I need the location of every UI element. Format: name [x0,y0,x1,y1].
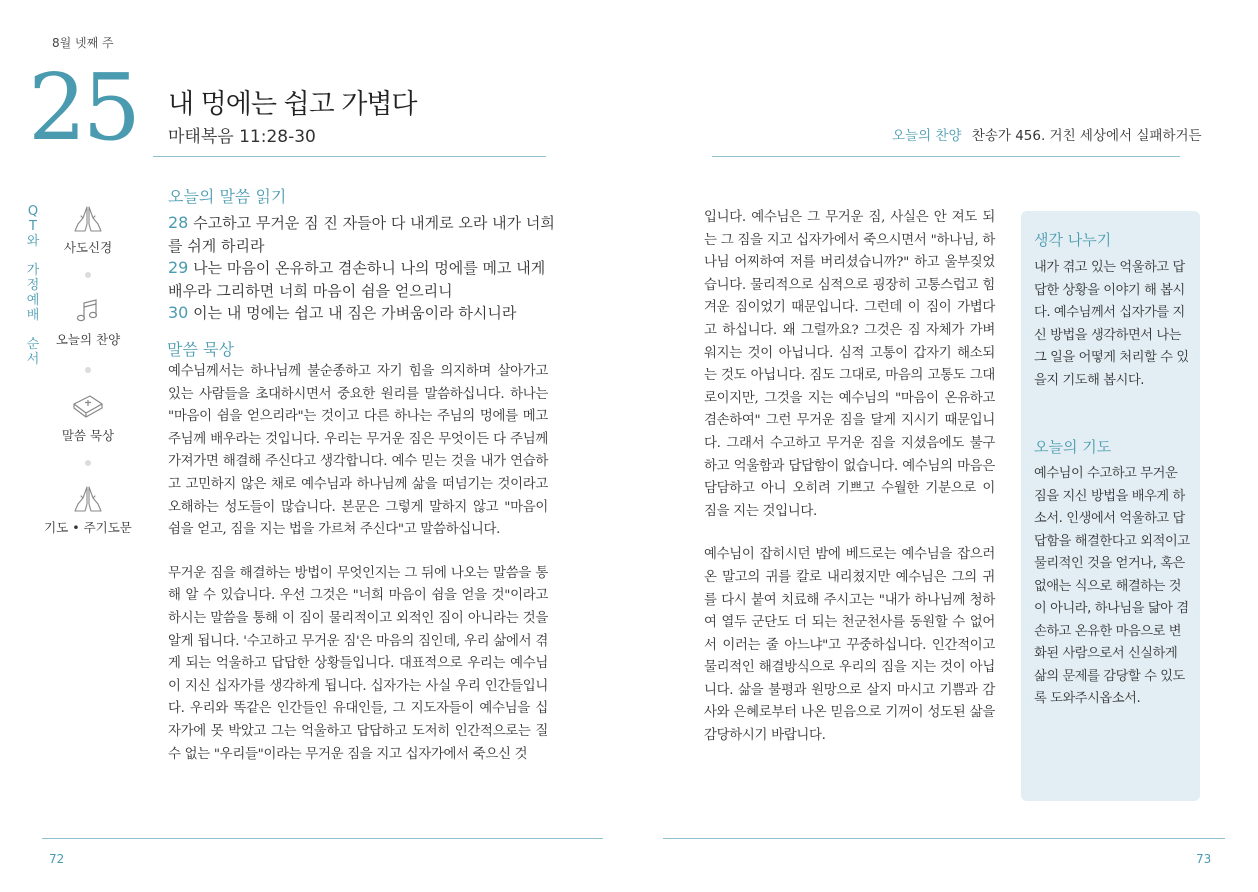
step-label: 기도 • 주기도문 [44,520,132,535]
share-text: 내가 겪고 있는 억울하고 답답한 상황을 이야기 해 봅시다. 예수님께서 십자가를 지신 방법을 생각하면서 나는 그 일을 어떻게 처리할 수 있을지 기도해 봅시다. [1034,260,1189,388]
vertical-char: 가 [26,263,40,278]
meditation-paragraph: 무거운 짐을 해결하는 방법이 무엇인지는 그 뒤에 나오는 말씀을 통해 알 수 있습니다. 우선 그것은 "너희 마음이 쉼을 얻을 것"이라고 하시는 말씀을 통해 이 짐이 물리적이고 외적인 짐이 아니라는 것을 알게 됩니다. '수고하고 무거운 짐'은 마음의 짐인데, 우리 삶에서 겪게 되는 억울하고 답답한 상황들입니다. 대표적으로 우리는 예수님이 지신 십자가를 생각하게 됩니다. 십자가는 사실 우리 인간들입니다. 우리와 똑같은 인간들인 유대인들, 그 지도자들이 예수님을 십자가에 못 박았고 그는 억울하고 답답하고 도저히 인간적으로는 질 수 없는 "우리들"이라는 무거운 짐을 지고 십자가에서 죽으신 것 [168,565,548,762]
scripture-verses [168,212,558,325]
share-title: 생각 나누기 [1034,231,1112,249]
meditation-right-column [704,207,995,748]
praying-hands-icon [71,204,105,234]
meditation-paragraph: 예수님이 잡히시던 밤에 베드로는 예수님을 잡으러 온 말고의 귀를 칼로 내리쳤지만 예수님은 그의 귀를 다시 붙여 치료해 주시고는 "내가 하나님께 청하여 열두 군단도 더 되는 천군천사를 동원할 수 없어서 이러는 줄 아느냐"고 꾸중하십니다. 인간적이고 물리적인 해결방식으로 우리의 짐을 지는 것이 아닙니다. 삶을 불평과 원망으로 살지 마시고 기쁨과 감사와 은혜로부터 나온 믿음으로 기꺼이 성도된 삶을 감당하시기 바랍니다. [704,547,995,744]
step-label: 말씀 묵상 [61,428,115,443]
meditation-paragraph: 입니다. 예수님은 그 무거운 짐, 사실은 안 져도 되는 그 짐을 지고 십자가에서 죽으시면서 "하나님, 하나님 어찌하여 저를 버리셨습니까?" 하고 울부짖었습니다. 물리적으로 심적으로 굉장히 고통스럽고 힘겨운 짐이었기 때문입니다. 그런데 이 짐이 가볍다고 하십니다. 왜 그럴까요? 그것은 짐 자체가 가벼워지는 것이 아닙니다. 심적 고통이 갑자기 해소되는 것도 아닙니다. 짐도 그대로, 마음의 고통도 그대로이지만, 그것을 지는 예수님의 "마음이 온유하고 겸손하여" 그런 무거운 짐을 달게 지시기 때문입니다. 그래서 수고하고 무거운 짐을 지셨음에도 불구하고 억울함과 답답함이 없습니다. 예수님의 마음은 담담하고 아니 오히려 기쁘고 수월한 기분으로 이 짐을 지는 것입니다. [704,210,995,519]
today-hymn [892,124,1202,144]
step-apostles-creed [43,204,133,256]
reading-heading: 오늘의 말씀 읽기 [168,187,287,206]
verse [168,212,558,257]
vertical-char: Q [27,204,39,219]
verse-number: 30 [168,303,189,323]
vertical-gap [26,323,40,337]
header-divider-left [153,156,546,157]
meditation-heading: 말씀 묵상 [167,340,234,359]
hymn-label: 오늘의 찬양 [892,128,962,144]
verse [168,257,558,302]
week-label: 8월 넷째 주 [52,36,114,50]
verse-text: 수고하고 무거운 짐 진 자들아 다 내게로 오라 내가 너희를 쉬게 하리라 [168,214,555,255]
verse-text: 나는 마음이 온유하고 겸손하니 나의 멍에를 메고 내게 배우라 그리하면 너희 마음이 쉼을 얻으리니 [168,259,546,300]
verse-number: 28 [168,213,189,232]
hymn-text: 찬송가 456. 거친 세상에서 실패하거든 [971,128,1202,144]
step-today-hymn [43,296,133,348]
meditation-left-column [168,361,548,766]
verse-number: 29 [168,258,189,278]
verse-text: 이는 내 멍에는 쉽고 내 짐은 가벼움이라 하시니라 [188,304,517,323]
page-number-right: 73 [1196,852,1212,866]
step-label: 사도신경 [63,240,113,255]
vertical-char: 예 [26,293,40,308]
vertical-char: 순 [26,337,40,352]
footer-divider-left [42,838,603,839]
footer-divider-right [663,838,1225,839]
vertical-char: 배 [26,308,40,323]
reflection-sidebox [1021,211,1200,801]
page-number-left: 72 [49,852,65,866]
bible-icon [70,392,106,422]
prayer-title: 오늘의 기도 [1034,438,1112,456]
page-title: 내 멍에는 쉽고 가볍다 [168,89,417,120]
step-separator-dot [85,272,91,278]
meditation-paragraph: 예수님께서는 하나님께 불순종하고 자기 힘을 의지하며 살아가고 있는 사람들을 초대하시면서 중요한 원리를 말씀하십니다. 하나는 "마음이 쉼을 얻으리라"는 것이고 다른 하나는 주님의 멍에를 메고 주님께 배우라는 것입니다. 우리는 무거운 짐은 무엇이든 다 주님께 가져가면 해결해 주신다고 생각합니다. 예수 믿는 것을 내가 연습하고 고민하지 않은 채로 예수님과 하나님께 삶을 떠넘기는 것이라고 오해하는 성도들이 많습니다. 본문은 그렇게 말하지 않고 "마음이 쉼을 얻고, 짐을 지는 법을 가르쳐 주신다"고 말씀하십니다. [168,364,548,538]
step-separator-dot [85,367,91,373]
step-label: 오늘의 찬양 [55,332,121,347]
header-divider-right [712,156,1180,157]
day-number: 25 [28,54,138,161]
vertical-char: 정 [26,278,40,293]
vertical-char: 서 [26,352,40,367]
verse [168,302,558,325]
music-note-icon [73,296,103,326]
prayer-text: 예수님이 수고하고 무거운 짐을 지신 방법을 배우게 하소서. 인생에서 억울하고 답답함을 해결한다고 외적이고 물리적인 것을 얻거나, 혹은 없애는 식으로 해결하는 것이 아니라, 하나님을 닮아 겸손하고 온유한 마음으로 변화된 사람으로서 신실하게 삶의 문제를 감당할 수 있도록 도와주시옵소서. [1034,466,1190,706]
praying-hands-icon [71,484,105,514]
vertical-char: 와 [26,234,40,249]
vertical-gap [26,249,40,263]
scripture-reference: 마태복음 11:28-30 [168,127,316,147]
step-prayer [43,484,133,536]
step-separator-dot [85,460,91,466]
qt-order-vertical-label [26,204,40,367]
vertical-char: T [29,219,37,234]
step-meditation [43,392,133,444]
